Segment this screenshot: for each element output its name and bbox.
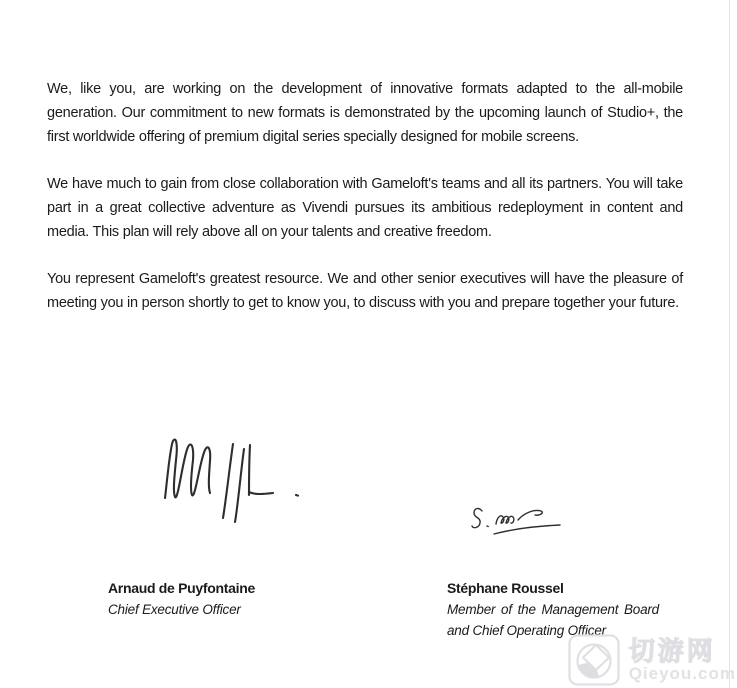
signature-stephane-roussel bbox=[468, 500, 583, 540]
signatory-title-line-2: and Chief Operating Officer bbox=[447, 623, 606, 638]
watermark-site-name: 切游网 bbox=[628, 636, 716, 666]
letter-paragraph-2: We have much to gain from close collaboration with Gameloft's teams and all its partners. You will take part in a great collective adventure as Vivendi pursues its ambitious redeployment in content and media. This plan will rely above all on your talents and creative freedom. bbox=[47, 176, 683, 240]
signature-arnaud-de-puyfontaine bbox=[140, 424, 315, 526]
letter-body bbox=[47, 77, 683, 338]
letter-paragraph-3: You represent Gameloft's greatest resource. We and other senior executives will have the pleasure of meeting you in person shortly to get to know you, to discuss with you and prepare together your future. bbox=[47, 271, 683, 311]
watermark-site-url: Qieyou.com bbox=[628, 664, 736, 683]
signatory-name: Arnaud de Puyfontaine bbox=[108, 580, 255, 596]
signatory-name: Stéphane Roussel bbox=[447, 580, 564, 596]
letter-paragraph-1: We, like you, are working on the development of innovative formats adapted to the all-mobile generation. Our commitment to new formats is demonstrated by the upcoming launch of Studio+, the first worldwide offering of premium digital series specially designed for mobile screens. bbox=[47, 81, 683, 145]
signatory-block-roussel bbox=[447, 578, 659, 641]
signatory-title-line-1: Member of the Management Board bbox=[447, 602, 659, 617]
signatory-block-arnaud bbox=[108, 578, 328, 620]
qieyou-watermark bbox=[568, 634, 736, 686]
qieyou-logo-icon bbox=[568, 634, 620, 686]
page-right-edge-line bbox=[729, 0, 730, 688]
watermark-text bbox=[629, 637, 736, 683]
signatory-title: Chief Executive Officer bbox=[108, 602, 241, 617]
